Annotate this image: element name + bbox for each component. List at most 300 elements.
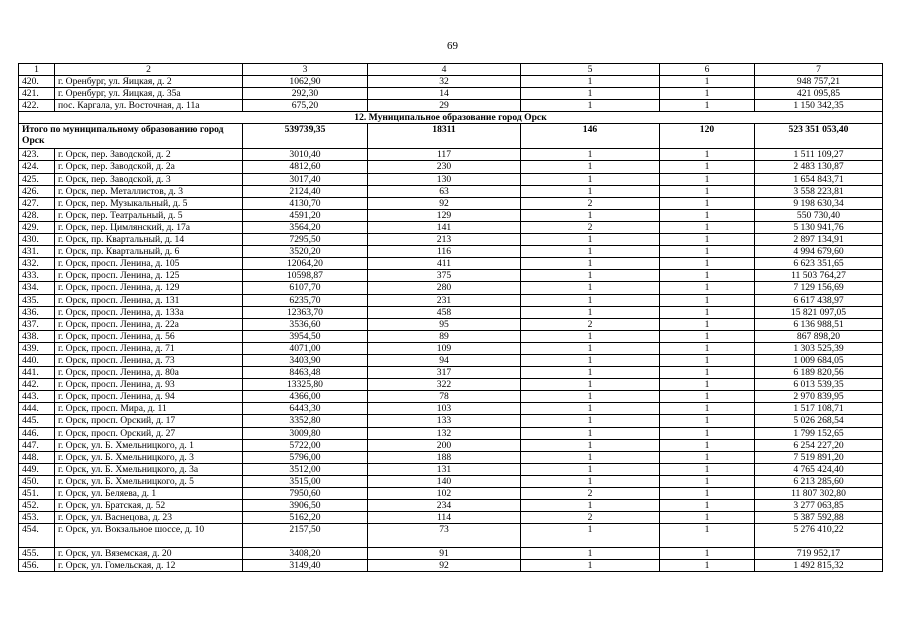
table-cell: 1 (521, 173, 660, 185)
table-cell: 421 095,85 (755, 88, 883, 100)
table-cell: 1 (521, 439, 660, 451)
table-cell: 230 (368, 161, 521, 173)
table-row (19, 246, 883, 258)
table-cell: 1 (660, 391, 755, 403)
header-cell: 3 (243, 64, 368, 76)
table-cell: г. Орск, просп. Ленина, д. 133а (55, 306, 243, 318)
table-cell: 443. (19, 391, 55, 403)
table-cell: 3149,40 (243, 560, 368, 572)
table-row (19, 294, 883, 306)
table-cell: 73 (368, 524, 521, 548)
table-cell: 6 623 351,65 (755, 258, 883, 270)
table-cell: 1 (521, 475, 660, 487)
table-row (19, 500, 883, 512)
table-cell: 131 (368, 463, 521, 475)
table-cell: г. Орск, ул. Б. Хмельницкого, д. 3а (55, 463, 243, 475)
table-cell: 10598,87 (243, 270, 368, 282)
table-cell: 3906,50 (243, 500, 368, 512)
table-cell: 3520,20 (243, 246, 368, 258)
table-cell: пос. Каргала, ул. Восточная, д. 11а (55, 100, 243, 112)
table-cell: 3 277 063,85 (755, 500, 883, 512)
table-row (19, 149, 883, 161)
table-cell: г. Орск, ул. Васнецова, д. 23 (55, 512, 243, 524)
table-cell: 3536,60 (243, 318, 368, 330)
table-cell: г. Орск, просп. Ленина, д. 80а (55, 367, 243, 379)
table-cell: 1 (660, 173, 755, 185)
table-cell: г. Орск, просп. Ленина, д. 94 (55, 391, 243, 403)
header-cell: 5 (521, 64, 660, 76)
table-cell: г. Орск, просп. Мира, д. 11 (55, 403, 243, 415)
table-cell: 1 (521, 342, 660, 354)
table-cell: г. Орск, пер. Заводской, д. 3 (55, 173, 243, 185)
total-label: Итого по муниципальному образованию город Орск (19, 124, 243, 149)
table-cell: 78 (368, 391, 521, 403)
table-cell: 6 213 285,60 (755, 475, 883, 487)
table-cell: 1 (521, 415, 660, 427)
section-title: 12. Муниципальное образование город Орск (19, 112, 883, 124)
table-row (19, 548, 883, 560)
table-cell: 5162,20 (243, 512, 368, 524)
table-cell: 437. (19, 318, 55, 330)
table-cell: 1 (521, 391, 660, 403)
table-cell: 7950,60 (243, 488, 368, 500)
table-row (19, 403, 883, 415)
table-cell: 213 (368, 234, 521, 246)
table-cell: 2 (521, 221, 660, 233)
header-cell: 2 (55, 64, 243, 76)
table-cell: 13325,80 (243, 379, 368, 391)
table-cell: 1 (521, 367, 660, 379)
table-cell: г. Орск, ул. Вокзальное шоссе, д. 10 (55, 524, 243, 548)
table-cell: 231 (368, 294, 521, 306)
table-cell: 5796,00 (243, 451, 368, 463)
table-cell: 1 (521, 234, 660, 246)
table-cell: 11 807 302,80 (755, 488, 883, 500)
table-cell: 7 129 156,69 (755, 282, 883, 294)
table-cell: 5 276 410,22 (755, 524, 883, 548)
table-row (19, 342, 883, 354)
table-cell: 3009,80 (243, 427, 368, 439)
table-cell: 2 970 839,95 (755, 391, 883, 403)
table-cell: 1 150 342,35 (755, 100, 883, 112)
table-cell: г. Орск, пер. Театральный, д. 5 (55, 209, 243, 221)
table-cell: 867 898,20 (755, 330, 883, 342)
header-cell: 4 (368, 64, 521, 76)
table-cell: г. Орск, просп. Ленина, д. 129 (55, 282, 243, 294)
table-cell: 431. (19, 246, 55, 258)
table-cell: г. Орск, просп. Ленина, д. 105 (55, 258, 243, 270)
table-row (19, 258, 883, 270)
table-cell: 94 (368, 354, 521, 366)
table-cell: 1 (660, 185, 755, 197)
table-cell: г. Орск, пер. Заводской, д. 2 (55, 149, 243, 161)
table-cell: 116 (368, 246, 521, 258)
table-cell: 7295,50 (243, 234, 368, 246)
table-cell: 430. (19, 234, 55, 246)
table-cell: 3352,80 (243, 415, 368, 427)
table-cell: 1 (660, 367, 755, 379)
table-cell: 458 (368, 306, 521, 318)
table-cell: 5722,00 (243, 439, 368, 451)
table-cell: 428. (19, 209, 55, 221)
table-row (19, 391, 883, 403)
table-cell: 432. (19, 258, 55, 270)
table-cell: 200 (368, 439, 521, 451)
table-cell: 2124,40 (243, 185, 368, 197)
table-cell: 1 (521, 282, 660, 294)
table-row (19, 488, 883, 500)
table-cell: 444. (19, 403, 55, 415)
table-cell: 5 130 941,76 (755, 221, 883, 233)
table-cell: 18311 (368, 124, 521, 149)
table-cell: 103 (368, 403, 521, 415)
table-cell: 1 (521, 379, 660, 391)
table-cell: 1 (521, 76, 660, 88)
table-cell: 1 (660, 197, 755, 209)
table-cell: 1 (660, 258, 755, 270)
table-cell: 12363,70 (243, 306, 368, 318)
table-cell: 1 (660, 548, 755, 560)
table-cell: 429. (19, 221, 55, 233)
table-row (19, 282, 883, 294)
table-cell: 4 765 424,40 (755, 463, 883, 475)
table-cell: 1 (660, 512, 755, 524)
table-cell: 440. (19, 354, 55, 366)
table-cell: 435. (19, 294, 55, 306)
table-cell: 2 483 130,87 (755, 161, 883, 173)
table-cell: 438. (19, 330, 55, 342)
table-cell: 1 (660, 342, 755, 354)
table-cell: г. Орск, просп. Ленина, д. 56 (55, 330, 243, 342)
table-cell: 1 303 525,39 (755, 342, 883, 354)
table-row (19, 221, 883, 233)
table-cell: 4 994 679,60 (755, 246, 883, 258)
housing-table (18, 63, 883, 572)
table-cell: 1 (660, 439, 755, 451)
table-cell: 448. (19, 451, 55, 463)
table-cell: 447. (19, 439, 55, 451)
table-cell: 523 351 053,40 (755, 124, 883, 149)
table-row (19, 379, 883, 391)
table-cell: 1 (660, 488, 755, 500)
table-cell: 1 (521, 403, 660, 415)
table-row (19, 234, 883, 246)
table-cell: 6 136 988,51 (755, 318, 883, 330)
table-cell: 1 (660, 500, 755, 512)
header-cell: 7 (755, 64, 883, 76)
table-cell: 426. (19, 185, 55, 197)
table-cell: 63 (368, 185, 521, 197)
total-row (19, 124, 883, 149)
table-cell: г. Орск, просп. Орский, д. 27 (55, 427, 243, 439)
table-cell: 1 (521, 451, 660, 463)
table-row (19, 197, 883, 209)
table-cell: 452. (19, 500, 55, 512)
table-cell: 9 198 630,34 (755, 197, 883, 209)
table-cell: 420. (19, 76, 55, 88)
table-cell: 439. (19, 342, 55, 354)
table-cell: 12064,20 (243, 258, 368, 270)
table-cell: 1 799 152,65 (755, 427, 883, 439)
table-cell: г. Орск, пер. Цимлянский, д. 17а (55, 221, 243, 233)
table-cell: 1 (660, 246, 755, 258)
table-cell: 1 511 109,27 (755, 149, 883, 161)
table-cell: г. Орск, ул. Братская, д. 52 (55, 500, 243, 512)
table-cell: 1 654 843,71 (755, 173, 883, 185)
table-cell: г. Орск, ул. Беляева, д. 1 (55, 488, 243, 500)
table-cell: 6 254 227,20 (755, 439, 883, 451)
table-cell: 1 (660, 88, 755, 100)
table-cell: 427. (19, 197, 55, 209)
table-cell: 422. (19, 100, 55, 112)
table-cell: 1 (521, 560, 660, 572)
table-cell: 1062,90 (243, 76, 368, 88)
table-cell: 91 (368, 548, 521, 560)
table-cell: 424. (19, 161, 55, 173)
table-cell: 1 (660, 463, 755, 475)
table-cell: г. Орск, пер. Металлистов, д. 3 (55, 185, 243, 197)
table-cell: 434. (19, 282, 55, 294)
header-cell: 6 (660, 64, 755, 76)
table-cell: 130 (368, 173, 521, 185)
table-cell: 1 (660, 221, 755, 233)
table-cell: 3512,00 (243, 463, 368, 475)
table-row (19, 100, 883, 112)
table-cell: 6235,70 (243, 294, 368, 306)
table-row (19, 209, 883, 221)
table-cell: 1 (660, 354, 755, 366)
table-cell: 719 952,17 (755, 548, 883, 560)
table-cell: 450. (19, 475, 55, 487)
table-cell: 8463,48 (243, 367, 368, 379)
table-cell: 6 189 820,56 (755, 367, 883, 379)
table-cell: 6 617 438,97 (755, 294, 883, 306)
table-cell: 133 (368, 415, 521, 427)
table-cell: 3408,20 (243, 548, 368, 560)
table-cell: 2 (521, 197, 660, 209)
table-cell: 1 (521, 427, 660, 439)
table-cell: 92 (368, 197, 521, 209)
table-cell: 102 (368, 488, 521, 500)
table-cell: г. Орск, просп. Орский, д. 17 (55, 415, 243, 427)
table-cell: 1 (660, 403, 755, 415)
table-cell: 1 (521, 246, 660, 258)
table-cell: 4591,20 (243, 209, 368, 221)
table-cell: 1 (660, 415, 755, 427)
table-row (19, 439, 883, 451)
table-cell: г. Орск, ул. Б. Хмельницкого, д. 3 (55, 451, 243, 463)
table-cell: г. Оренбург, ул. Яицкая, д. 2 (55, 76, 243, 88)
table-cell: 15 821 097,05 (755, 306, 883, 318)
table-cell: 1 (521, 306, 660, 318)
table-cell: 120 (660, 124, 755, 149)
table-cell: 550 730,40 (755, 209, 883, 221)
table-cell: 3515,00 (243, 475, 368, 487)
table-cell: 3403,90 (243, 354, 368, 366)
table-cell: 433. (19, 270, 55, 282)
table-cell: 1 (660, 524, 755, 548)
table-cell: г. Орск, пр. Квартальный, д. 6 (55, 246, 243, 258)
table-cell: г. Орск, ул. Гомельская, д. 12 (55, 560, 243, 572)
table-cell: 455. (19, 548, 55, 560)
table-cell: г. Орск, пр. Квартальный, д. 14 (55, 234, 243, 246)
table-cell: 4812,60 (243, 161, 368, 173)
table-row (19, 173, 883, 185)
table-row (19, 88, 883, 100)
table-row (19, 451, 883, 463)
table-row (19, 76, 883, 88)
table-cell: г. Орск, просп. Ленина, д. 73 (55, 354, 243, 366)
table-cell: 117 (368, 149, 521, 161)
table-row (19, 463, 883, 475)
table-cell: 1 (521, 463, 660, 475)
table-cell: 1 (660, 427, 755, 439)
table-cell: 1 (660, 294, 755, 306)
table-row (19, 512, 883, 524)
table-cell: 3017,40 (243, 173, 368, 185)
table-cell: 89 (368, 330, 521, 342)
table-cell: 1 (521, 524, 660, 548)
table-cell: 375 (368, 270, 521, 282)
table-cell: 2 (521, 512, 660, 524)
table-row (19, 524, 883, 548)
table-cell: 114 (368, 512, 521, 524)
table-cell: 1 (521, 500, 660, 512)
table-cell: 1 (660, 149, 755, 161)
table-cell: 1 (660, 451, 755, 463)
table-cell: 1 (660, 379, 755, 391)
table-row (19, 427, 883, 439)
table-row (19, 270, 883, 282)
column-number-header-row (19, 64, 883, 76)
table-cell: 411 (368, 258, 521, 270)
table-cell: 6107,70 (243, 282, 368, 294)
table-cell: 5 026 268,54 (755, 415, 883, 427)
table-cell: 436. (19, 306, 55, 318)
table-cell: 451. (19, 488, 55, 500)
table-cell: 4366,00 (243, 391, 368, 403)
table-cell: 146 (521, 124, 660, 149)
table-cell: 280 (368, 282, 521, 294)
table-cell: г. Орск, ул. Вяземская, д. 20 (55, 548, 243, 560)
table-cell: г. Орск, ул. Б. Хмельницкого, д. 1 (55, 439, 243, 451)
table-cell: 1 (521, 161, 660, 173)
table-cell: 1 (660, 306, 755, 318)
table-cell: 675,20 (243, 100, 368, 112)
table-cell: г. Оренбург, ул. Яицкая, д. 35а (55, 88, 243, 100)
table-cell: 1 (660, 234, 755, 246)
table-cell: г. Орск, просп. Ленина, д. 93 (55, 379, 243, 391)
table-cell: 1 (660, 475, 755, 487)
table-cell: 1 (660, 318, 755, 330)
table-cell: 445. (19, 415, 55, 427)
table-cell: 32 (368, 76, 521, 88)
table-cell: 442. (19, 379, 55, 391)
section-title-row (19, 112, 883, 124)
table-cell: 1 (521, 258, 660, 270)
table-cell: 141 (368, 221, 521, 233)
table-cell: 3 558 223,81 (755, 185, 883, 197)
table-cell: 3010,40 (243, 149, 368, 161)
table-cell: 95 (368, 318, 521, 330)
table-cell: 423. (19, 149, 55, 161)
table-cell: 2157,50 (243, 524, 368, 548)
table-cell: 1 (521, 88, 660, 100)
table-cell: 1 (521, 100, 660, 112)
table-cell: г. Орск, просп. Ленина, д. 131 (55, 294, 243, 306)
table-cell: 92 (368, 560, 521, 572)
table-cell: 6443,30 (243, 403, 368, 415)
table-cell: 322 (368, 379, 521, 391)
table-cell: 446. (19, 427, 55, 439)
table-cell: 3954,50 (243, 330, 368, 342)
table-cell: 1 (660, 209, 755, 221)
table-cell: 1 (660, 282, 755, 294)
table-cell: 421. (19, 88, 55, 100)
table-cell: г. Орск, просп. Ленина, д. 22а (55, 318, 243, 330)
table-row (19, 330, 883, 342)
table-cell: 14 (368, 88, 521, 100)
table-row (19, 185, 883, 197)
table-cell: 140 (368, 475, 521, 487)
table-row (19, 306, 883, 318)
table-cell: 5 387 592,88 (755, 512, 883, 524)
table-cell: г. Орск, пер. Заводской, д. 2а (55, 161, 243, 173)
table-cell: 3564,20 (243, 221, 368, 233)
table-cell: 1 (521, 294, 660, 306)
table-cell: 1 (660, 270, 755, 282)
table-row (19, 318, 883, 330)
header-cell: 1 (19, 64, 55, 76)
table-cell: 2 (521, 318, 660, 330)
table-cell: 1 517 108,71 (755, 403, 883, 415)
table-cell: 4071,00 (243, 342, 368, 354)
table-cell: 29 (368, 100, 521, 112)
page-number: 69 (447, 40, 458, 52)
table-cell: 453. (19, 512, 55, 524)
table-cell: 234 (368, 500, 521, 512)
table-cell: 1 009 684,05 (755, 354, 883, 366)
table-cell: 539739,35 (243, 124, 368, 149)
table-cell: 317 (368, 367, 521, 379)
table-cell: 2 (521, 488, 660, 500)
table-cell: 1 (521, 209, 660, 221)
table-cell: 449. (19, 463, 55, 475)
table-cell: 1 492 815,32 (755, 560, 883, 572)
table-row (19, 354, 883, 366)
table-cell: 1 (521, 330, 660, 342)
table-cell: 1 (660, 100, 755, 112)
table-cell: 1 (521, 548, 660, 560)
table-cell: 1 (521, 354, 660, 366)
table-cell: г. Орск, просп. Ленина, д. 71 (55, 342, 243, 354)
table-cell: 425. (19, 173, 55, 185)
table-cell: 7 519 891,20 (755, 451, 883, 463)
table-cell: г. Орск, просп. Ленина, д. 125 (55, 270, 243, 282)
table-cell: 4130,70 (243, 197, 368, 209)
table-cell: 456. (19, 560, 55, 572)
table-cell: г. Орск, пер. Музыкальный, д. 5 (55, 197, 243, 209)
table-row (19, 161, 883, 173)
table-cell: 1 (660, 161, 755, 173)
table-row (19, 560, 883, 572)
table-cell: 948 757,21 (755, 76, 883, 88)
table-cell: 1 (521, 149, 660, 161)
table-cell: 11 503 764,27 (755, 270, 883, 282)
table-cell: 1 (660, 76, 755, 88)
table-cell: 129 (368, 209, 521, 221)
table-cell: 1 (521, 185, 660, 197)
